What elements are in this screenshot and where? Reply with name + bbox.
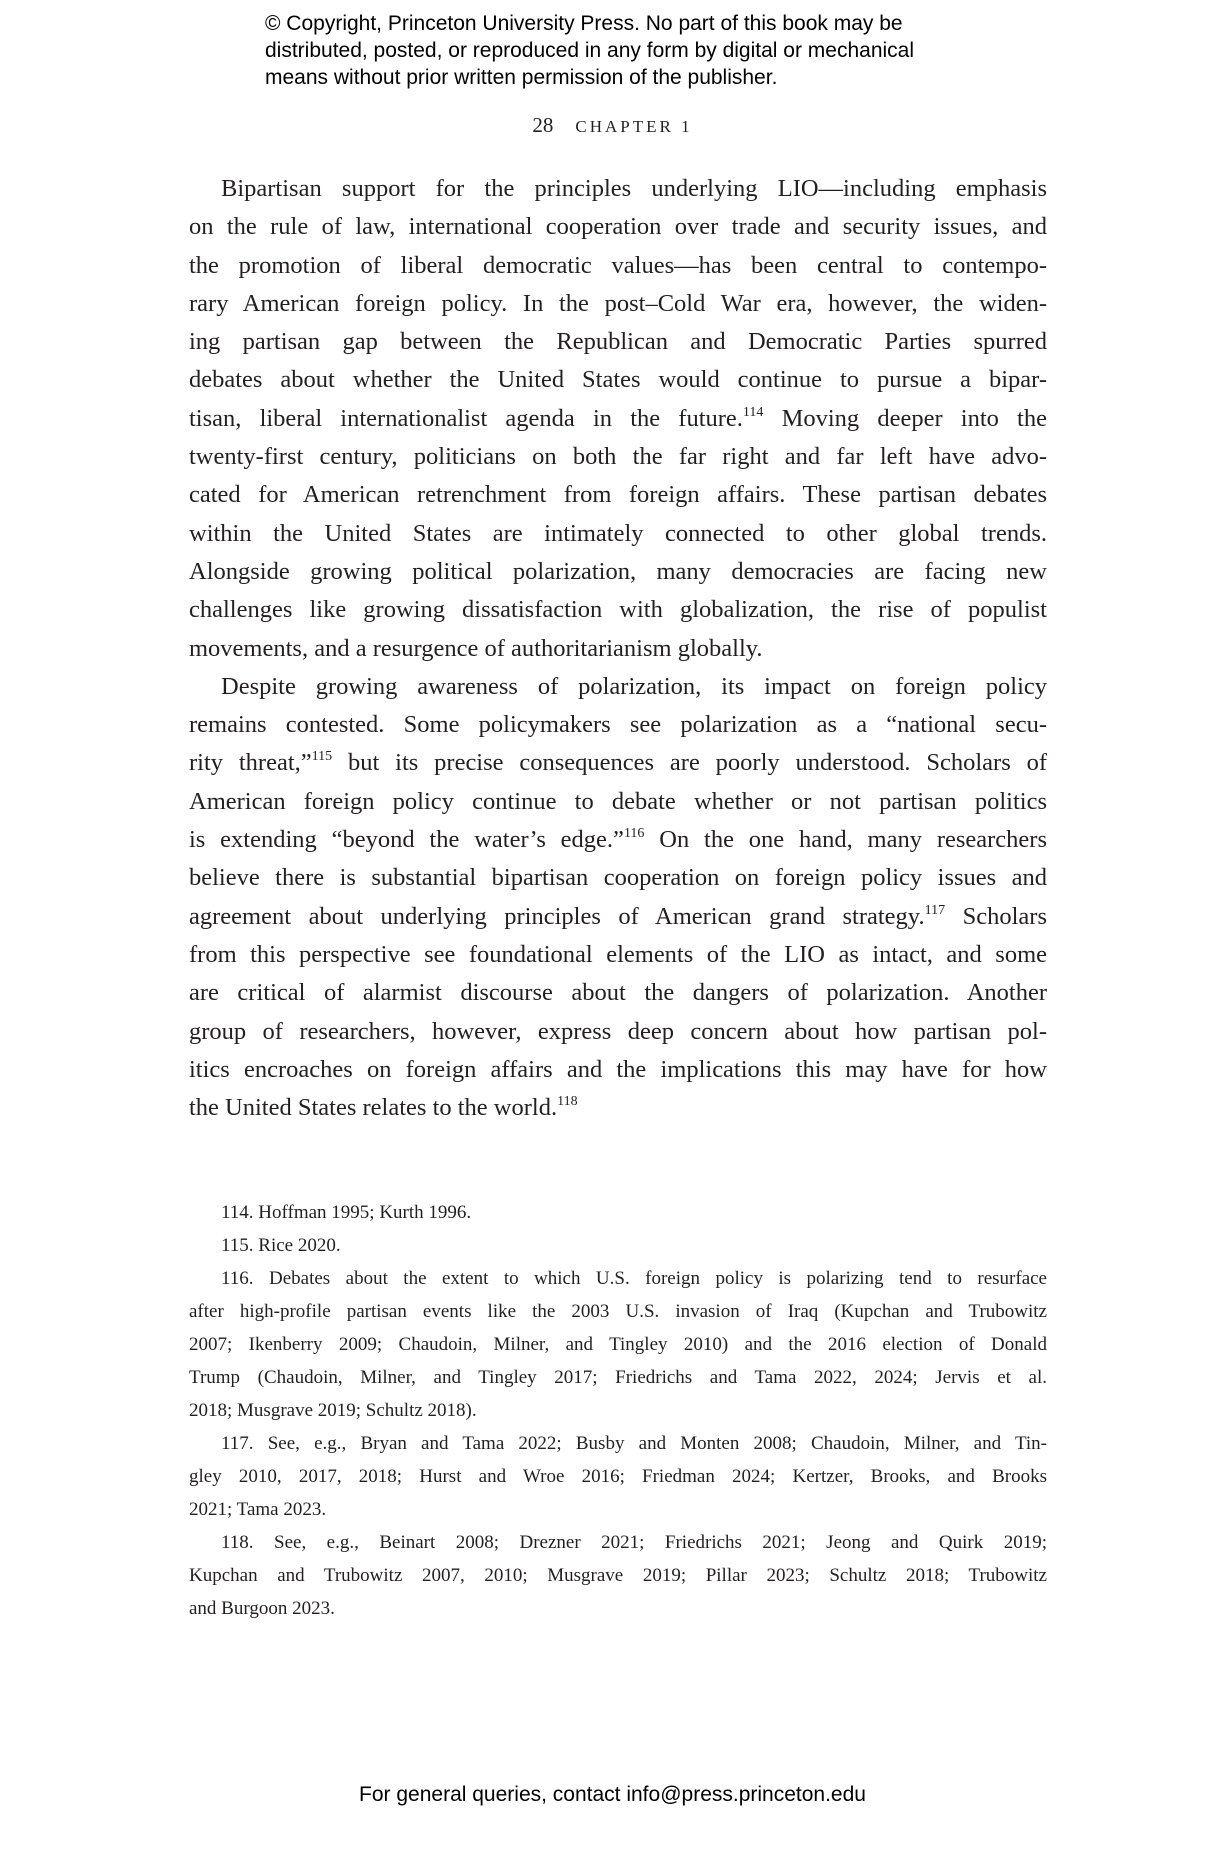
footnote-line: 2007; Ikenberry 2009; Chaudoin, Milner, and Tingley 2010) and the 2016 election of Donald	[189, 1334, 1047, 1355]
footnote-line: 117. See, e.g., Bryan and Tama 2022; Busby and Monten 2008; Chaudoin, Milner, and Tin-	[221, 1433, 1047, 1454]
copyright-notice	[265, 10, 914, 91]
text-line: cated for American retrenchment from foreign affairs. These partisan debates	[189, 481, 1047, 509]
footnote	[189, 1262, 1047, 1427]
footer-contact: For general queries, contact info@press.princeton.edu	[359, 1783, 866, 1806]
text-line: within the United States are intimately connected to other global trends.	[189, 519, 1047, 547]
text-line: twenty-first century, politicians on both the far right and far left have advo-	[189, 443, 1047, 471]
text-line: the United States relates to the world.$^{118}$	[189, 1094, 578, 1122]
footnote-line: and Burgoon 2023.	[189, 1598, 335, 1619]
footnote	[189, 1196, 1047, 1229]
page-number: 28	[532, 113, 554, 137]
chapter-label: CHAPTER 1	[575, 117, 693, 136]
text-line: Despite growing awareness of polarization, its impact on foreign policy	[221, 672, 1047, 700]
footnote-line: 116. Debates about the extent to which U.S. foreign policy is polarizing tend to resurface	[221, 1268, 1047, 1289]
text-line: American foreign policy continue to debate whether or not partisan politics	[189, 787, 1047, 815]
text-line: from this perspective see foundational elements of the LIO as intact, and some	[189, 940, 1047, 968]
footnote	[189, 1427, 1047, 1526]
footnote	[189, 1526, 1047, 1625]
footnotes	[189, 1196, 1047, 1625]
footnote-line: 115. Rice 2020.	[221, 1235, 341, 1256]
text-line: tisan, liberal internationalist agenda in the future.$^{114}$ Moving deeper into the	[189, 404, 1047, 432]
footnote-reference: 116	[623, 826, 645, 842]
text-line: Bipartisan support for the principles underlying LIO—including emphasis	[221, 175, 1047, 202]
paragraph	[189, 170, 1047, 668]
text-line: the promotion of liberal democratic values—has been central to contempo-	[189, 251, 1047, 279]
footnote-line: gley 2010, 2017, 2018; Hurst and Wroe 2016; Friedman 2024; Kertzer, Brooks, and Brooks	[189, 1466, 1047, 1487]
footnote-line: 2018; Musgrave 2019; Schultz 2018).	[189, 1400, 477, 1421]
text-line: debates about whether the United States would continue to pursue a bipar-	[189, 366, 1047, 394]
footnote-reference: 115	[311, 749, 333, 765]
footnote-reference: 118	[557, 1094, 578, 1110]
text-line: believe there is substantial bipartisan cooperation on foreign policy issues and	[189, 864, 1047, 892]
footnote-line: 2021; Tama 2023.	[189, 1499, 327, 1520]
footnote-line: Trump (Chaudoin, Milner, and Tingley 2017; Friedrichs and Tama 2022, 2024; Jervis et al.	[189, 1367, 1047, 1388]
footnote-reference: 114	[742, 404, 764, 420]
text-line: on the rule of law, international cooperation over trade and security issues, and	[189, 213, 1047, 241]
text-line: movements, and a resurgence of authoritarianism globally.	[189, 634, 763, 662]
text-line: ing partisan gap between the Republican and Democratic Parties spurred	[189, 328, 1047, 356]
footnote-line: after high-profile partisan events like the 2003 U.S. invasion of Iraq (Kupchan and Trubowitz	[189, 1301, 1047, 1322]
paragraph	[189, 668, 1047, 1128]
footnote-line: 118. See, e.g., Beinart 2008; Drezner 2021; Friedrichs 2021; Jeong and Quirk 2019;	[221, 1532, 1047, 1553]
text-line: is extending “beyond the water’s edge.”$^{116}$ On the one hand, many researchers	[189, 826, 1047, 854]
text-line: rity threat,”$^{115}$ but its precise consequences are poorly understood. Scholars of	[189, 749, 1047, 777]
body-text	[189, 170, 1047, 1127]
footnote-line: 114. Hoffman 1995; Kurth 1996.	[221, 1202, 472, 1223]
copyright-line: distributed, posted, or reproduced in any form by digital or mechanical	[265, 39, 915, 62]
text-line: group of researchers, however, express deep concern about how partisan pol-	[189, 1017, 1047, 1045]
text-line: rary American foreign policy. In the post–Cold War era, however, the widen-	[189, 289, 1047, 317]
text-line: challenges like growing dissatisfaction with globalization, the rise of populist	[189, 596, 1047, 624]
footnote-reference: 117	[924, 902, 946, 918]
copyright-line: means without prior written permission of the publisher.	[265, 66, 778, 89]
text-line: are critical of alarmist discourse about the dangers of polarization. Another	[189, 979, 1047, 1007]
text-line: agreement about underlying principles of American grand strategy.$^{117}$ Scholars	[189, 902, 1048, 930]
footnote-line: Kupchan and Trubowitz 2007, 2010; Musgrave 2019; Pillar 2023; Schultz 2018; Trubowitz	[189, 1565, 1047, 1586]
text-line: itics encroaches on foreign affairs and the implications this may have for how	[189, 1055, 1047, 1083]
text-line: remains contested. Some policymakers see polarization as a “national secu-	[189, 711, 1047, 739]
footnote	[189, 1229, 1047, 1262]
text-line: Alongside growing political polarization, many democracies are facing new	[189, 557, 1047, 585]
copyright-line: © Copyright, Princeton University Press. No part of this book may be	[265, 12, 903, 35]
running-head	[0, 110, 1225, 142]
